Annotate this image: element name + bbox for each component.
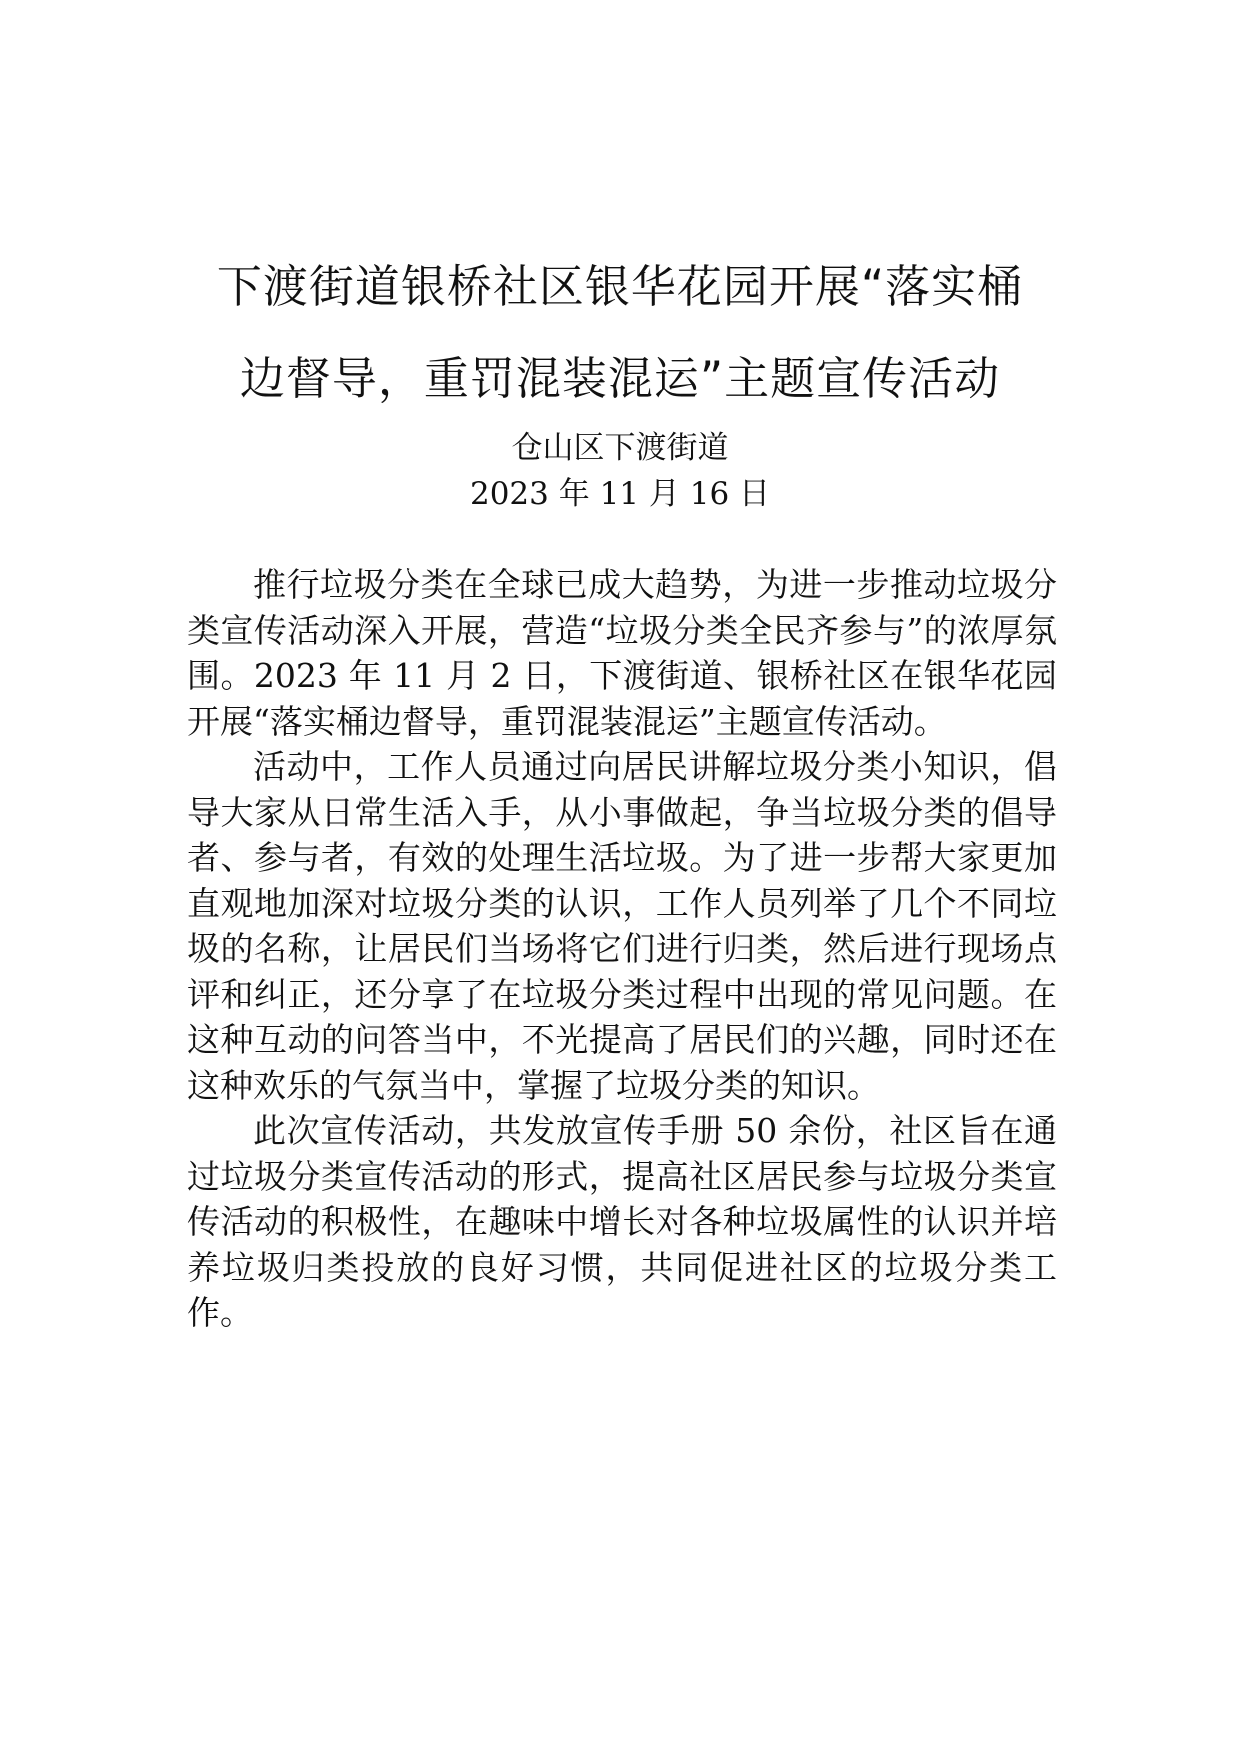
body-paragraph-2: 活动中，工作人员通过向居民讲解垃圾分类小知识，倡导大家从日常生活入手，从小事做起，争当垃圾分类的倡导者、参与者，有效的处理生活垃圾。为了进一步帮大家更加直观地加深对垃圾分类的认识，工作人员列举了几个不同垃圾的名称，让居民们当场将它们进行归类，然后进行现场点评和纠正，还分享了在垃圾分类过程中出现的常见问题。在这种互动的问答当中，不光提高了居民们的兴趣，同时还在这种欢乐的气氛当中，掌握了垃圾分类的知识。 <box>187 747 1057 1105</box>
document-body <box>187 562 1057 1336</box>
document-date: 2023 年 11 月 16 日 <box>469 476 771 512</box>
document-title-line-2: 边督导，重罚混装混运”主题宣传活动 <box>239 352 1001 405</box>
body-paragraph-3: 此次宣传活动，共发放宣传手册 50 余份，社区旨在通过垃圾分类宣传活动的形式，提高社区居民参与垃圾分类宣传活动的积极性，在趣味中增长对各种垃圾属性的认识并培养垃圾归类投放的良好习惯，共同促进社区的垃圾分类工作。 <box>187 1111 1057 1332</box>
body-paragraph-1: 推行垃圾分类在全球已成大趋势，为进一步推动垃圾分类宣传活动深入开展，营造“垃圾分类全民齐参与”的浓厚氛围。2023 年 11 月 2 日，下渡街道、银桥社区在银华花园开展“落实桶边督导，重罚混装混运”主题宣传活动。 <box>187 565 1057 741</box>
document-author: 仓山区下渡街道 <box>511 430 729 466</box>
document-title-line-1: 下渡街道银桥社区银华花园开展“落实桶 <box>216 260 1024 313</box>
